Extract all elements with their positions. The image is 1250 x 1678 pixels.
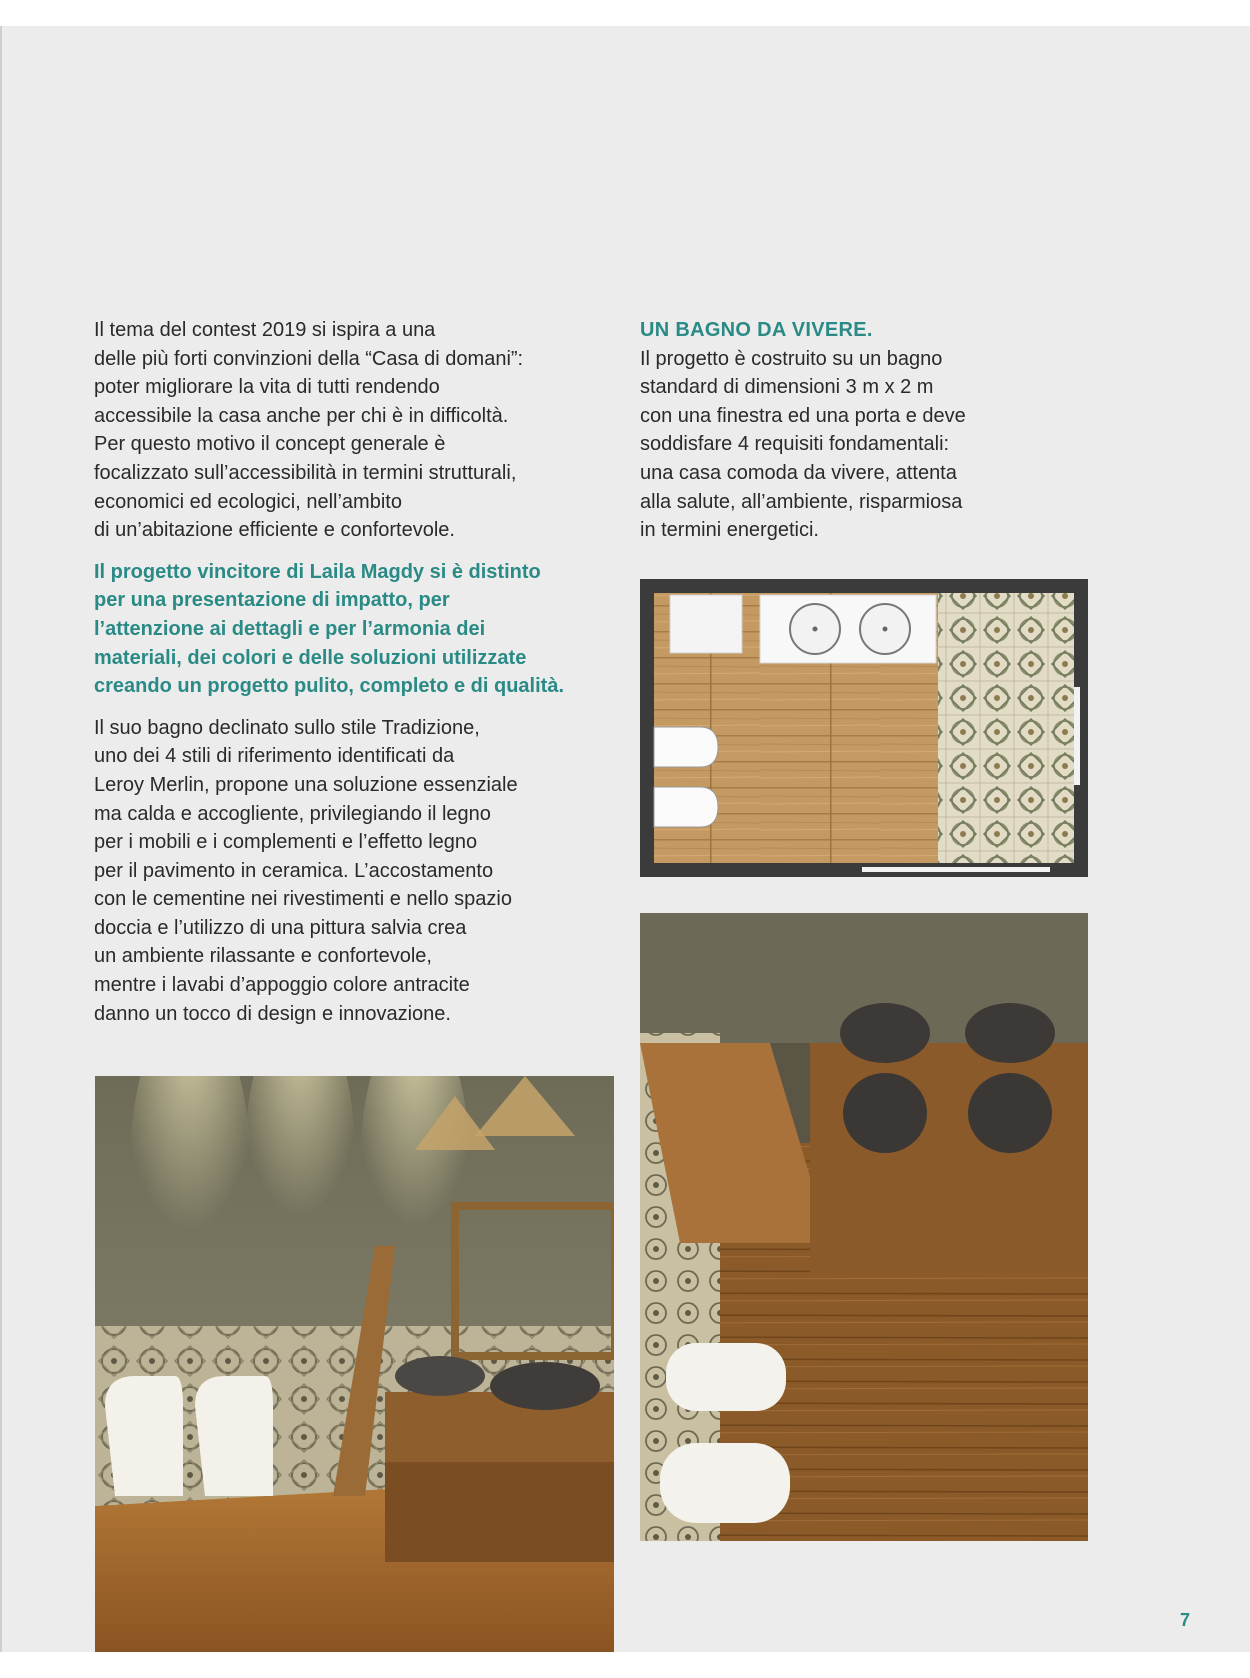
intro-paragraph: Il tema del contest 2019 si ispira a una delle più forti convinzioni della “Casa di domani”: poter migliorare la vita di tutti rendendo accessibile la casa anche per chi è in difficoltà. Per questo motivo il concept generale è focalizzato sull’accessibilità in termini strutturali, economici ed ecologici, nell’ambito di un’abitazione efficiente e confortevole. bbox=[94, 319, 524, 542]
page-number: 7 bbox=[1179, 1610, 1190, 1630]
winner-highlight-paragraph: Il progetto vincitore di Laila Magdy si è distinto per una presentazione di impatto, per l’attenzione ai dettagli e per l’armonia dei materiali, dei colori e delle soluzioni utilizzate creando un progetto pulito, completo e di qualità. bbox=[94, 560, 565, 698]
page-gutter-line bbox=[0, 26, 2, 1652]
bathroom-perspective-drawing bbox=[95, 1076, 614, 1652]
style-description-paragraph: Il suo bagno declinato sullo stile Tradizione, uno dei 4 stili di riferimento identificati da Leroy Merlin, propone una soluzione essenziale ma calda e accogliente, privilegiando il legno per i mobili e i complementi e l’effetto legno per il pavimento in ceramica. L’accostamento con le cementine nei rivestimenti e nello spazio doccia e l’utilizzo di una pittura salvia crea un ambiente rilassante e confortevole, mentre i lavabi d’appoggio colore antracite danno un tocco di design e innovazione. bbox=[94, 716, 518, 1025]
right-column bbox=[640, 316, 1080, 545]
section-heading: UN BAGNO DA VIVERE. bbox=[640, 319, 873, 341]
floor-plan-drawing bbox=[640, 579, 1088, 877]
left-column bbox=[94, 316, 614, 1028]
project-paragraph: Il progetto è costruito su un bagno standard di dimensioni 3 m x 2 m con una finestra ed una porta e deve soddisfare 4 requisiti fondamentali: una casa comoda da vivere, attenta alla salute, all’ambiente, risparmiosa in termini energetici. bbox=[640, 347, 966, 542]
floor-plan-image bbox=[640, 579, 1088, 877]
bathroom-perspective-photo bbox=[95, 1076, 614, 1652]
bathroom-top-view-drawing bbox=[640, 913, 1088, 1541]
bathroom-top-view-photo bbox=[640, 913, 1088, 1541]
